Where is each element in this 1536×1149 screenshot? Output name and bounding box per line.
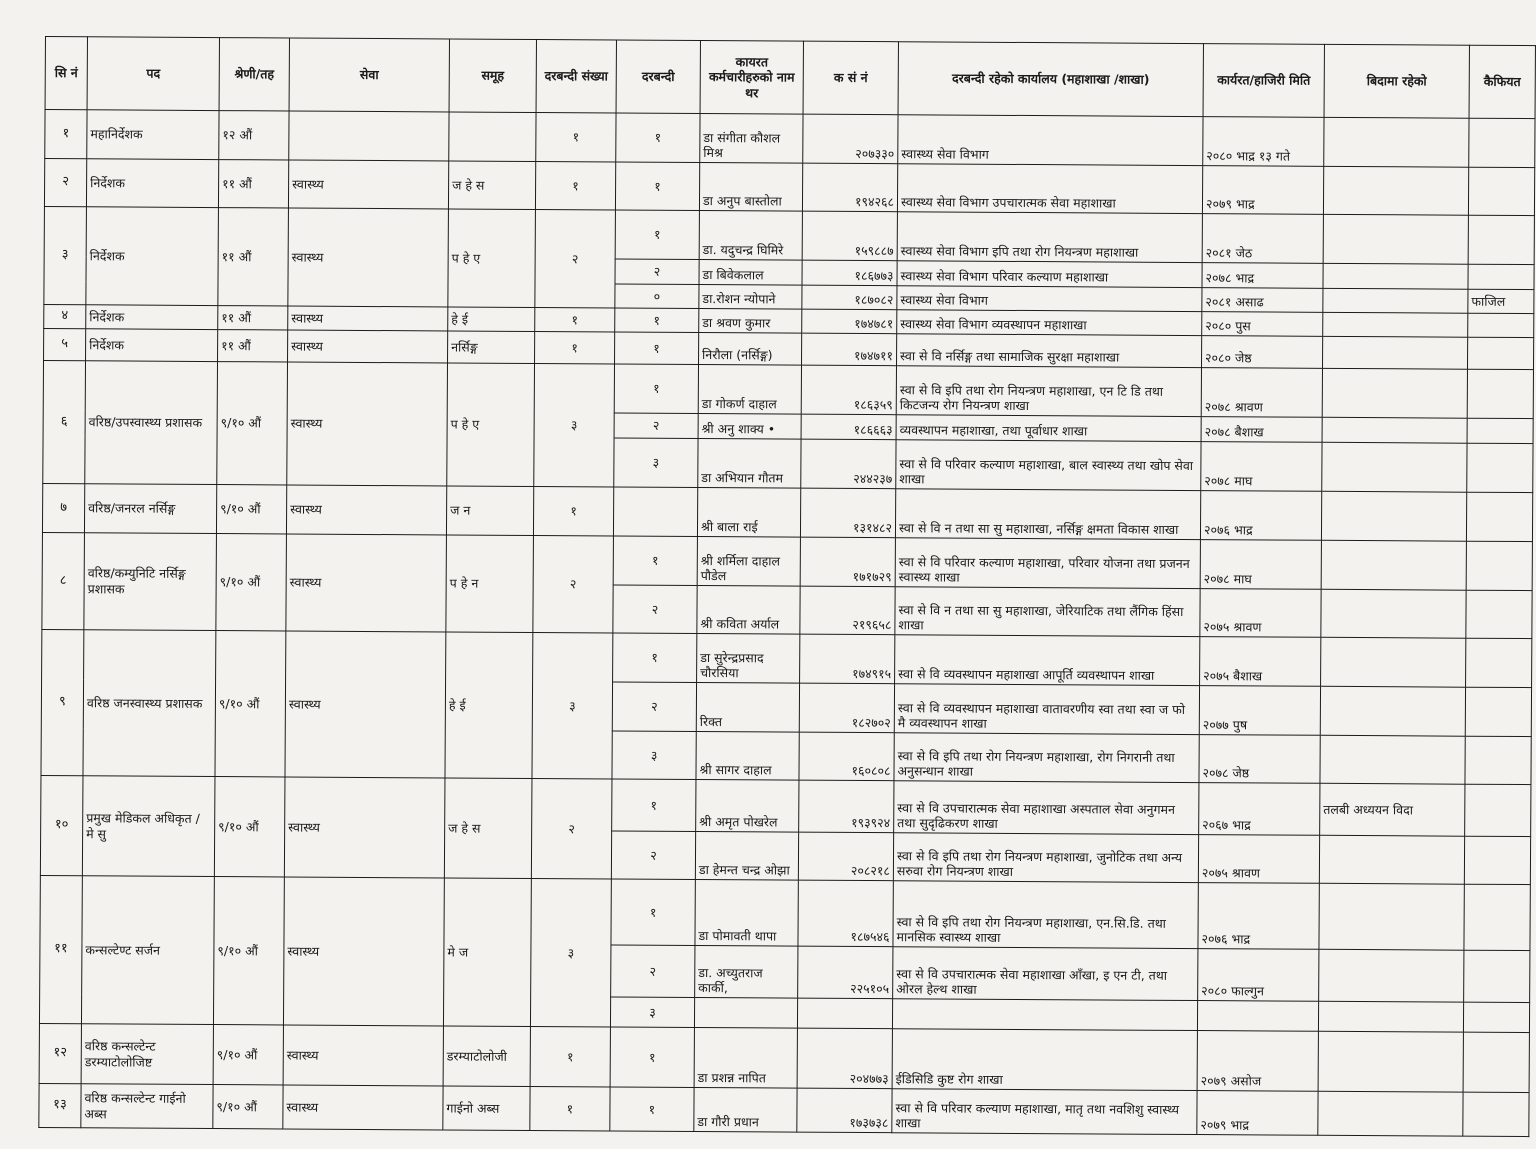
office-cell: स्वास्थ्य सेवा विभाग परिवार कल्याण महाशाखा (897, 261, 1202, 288)
document-sheet (38, 36, 1535, 1145)
header-post: पद (87, 37, 219, 111)
office-cell: स्वा से वि परिवार कल्याण महाशाखा, बाल स्वास्थ्य तथा खोप सेवा शाखा (896, 440, 1201, 491)
post-cell: निर्देशक (86, 305, 218, 330)
code-number-cell: १८६६६३ (801, 414, 896, 440)
code-number-cell: १८६७७३ (802, 260, 897, 286)
office-cell: स्वास्थ्य सेवा विभाग व्यवस्थापन महाशाखा (897, 310, 1202, 336)
office-cell: स्वा से वि उपचारात्मक सेवा महाशाखा अस्पताल सेवा अनुगमन तथा सुदृढिकरण शाखा (894, 781, 1199, 835)
slot-cell: १ (610, 1087, 694, 1132)
code-number-cell: १८२७०२ (799, 683, 894, 733)
remarks-cell (1469, 118, 1535, 167)
joining-date-cell: २०७८ भाद्र (1202, 263, 1323, 289)
code-number-cell: २१९६५८ (800, 586, 895, 635)
joining-date-cell: २०८० फाल्गुन (1198, 949, 1319, 1002)
table-row (39, 1023, 1529, 1092)
on-leave-cell (1322, 336, 1467, 369)
on-leave-cell (1319, 835, 1464, 884)
on-leave-cell (1321, 637, 1466, 687)
office-cell (892, 999, 1197, 1031)
on-leave-cell (1318, 1001, 1463, 1032)
remarks-cell (1466, 638, 1532, 687)
serial-number-cell: ४ (44, 304, 86, 328)
group-cell: गाईनो अब्स (443, 1086, 530, 1131)
post-cell: वरिष्ठ/कम्युनिटि नर्सिङ्ग प्रशासक (84, 533, 217, 631)
employee-name-cell: श्री अनु शाक्य • (698, 413, 801, 439)
on-leave-cell (1323, 288, 1468, 313)
remarks-cell (1466, 492, 1532, 541)
code-number-cell: २४४२३७ (801, 439, 896, 489)
employee-name-cell: डा सुरेन्द्रप्रसाद चौरसिया (697, 633, 800, 683)
table-row (44, 206, 1534, 264)
header-on-leave: बिदामा रहेको (1324, 44, 1469, 118)
office-cell: स्वा से वि इपि तथा रोग नियन्त्रण महाशाखा, एन टि डि तथा किटजन्य रोग नियन्त्रण शाखा (896, 366, 1201, 417)
header-remarks: कैफियत (1469, 45, 1535, 118)
post-cell: निर्देशक (86, 159, 218, 208)
slot-cell: १ (615, 210, 699, 260)
office-cell: स्वा से वि इपि तथा रोग नियन्त्रण महाशाखा, एन.सि.डि. तथा मानसिक स्वास्थ्य शाखा (893, 881, 1198, 949)
code-number-cell: १९४२६८ (802, 163, 897, 212)
level-cell: ९/१० औं (216, 485, 286, 534)
service-cell: स्वास्थ्य (283, 1025, 443, 1086)
group-cell: नर्सिङ्ग (448, 331, 535, 364)
joining-date-cell: २०७८ जेष्ठ (1199, 735, 1320, 784)
slot-cell: १ (610, 1027, 694, 1088)
code-number-cell: २०७३३० (803, 114, 898, 164)
employee-name-cell: डा गोकर्ण दाहाल (698, 364, 801, 414)
header-level: श्रेणी/तह (219, 38, 289, 111)
remarks-cell (1467, 369, 1533, 418)
joining-date-cell: २०८० पुस (1202, 312, 1323, 337)
on-leave-cell (1323, 166, 1468, 215)
on-leave-cell (1322, 442, 1467, 492)
post-cell: वरिष्ठ जनस्वास्थ्य प्रशासक (83, 630, 216, 777)
code-number-cell: १९३९२४ (799, 780, 894, 833)
table-row (42, 629, 1532, 687)
code-number-cell: २०८२१८ (798, 832, 893, 881)
office-cell: स्वा से वि उपचारात्मक सेवा महाशाखा आँखा, इ एन टी, तथा ओरल हेल्थ शाखा (893, 947, 1198, 1001)
sanctioned-count-cell: १ (530, 1026, 610, 1086)
serial-number-cell: ३ (44, 206, 87, 304)
group-cell: प हे ए (448, 209, 536, 308)
level-cell: ९/१० औं (213, 1025, 283, 1085)
code-number-cell: १५९८८७ (802, 211, 897, 261)
code-number-cell: १७४७८१ (802, 309, 897, 334)
on-leave-cell (1320, 735, 1465, 784)
employee-name-cell: निरौला (नर्सिङ्ग) (699, 332, 802, 365)
service-cell (289, 111, 449, 161)
remarks-cell (1466, 590, 1532, 638)
sanctioned-count-cell: १ (536, 113, 616, 162)
employee-name-cell: डा अभियान गौतम (698, 438, 801, 488)
slot-cell: ३ (610, 997, 694, 1028)
remarks-cell: फाजिल (1468, 289, 1534, 313)
office-cell: स्वा से वि परिवार कल्याण महाशाखा, परिवार योजना तथा प्रजनन स्वास्थ्य शाखा (895, 538, 1200, 589)
group-cell: प हे न (446, 535, 534, 633)
serial-number-cell: ६ (43, 360, 86, 483)
service-cell: स्वास्थ्य (288, 330, 448, 363)
serial-number-cell: ११ (39, 875, 82, 1023)
group-cell: डरम्याटोलोजी (443, 1026, 530, 1087)
employee-name-cell: डा अनुप बास्तोला (699, 163, 802, 212)
post-cell: वरिष्ठ कन्सल्टेन्ट डरम्याटोलोजिष्ट (81, 1024, 213, 1085)
joining-date-cell: २०८० जेष्ठ (1201, 336, 1322, 369)
employee-name-cell: श्री सागर दाहाल (696, 731, 799, 780)
joining-date-cell: २०८० भाद्र १३ गते (1203, 117, 1324, 167)
on-leave-cell (1323, 263, 1468, 289)
service-cell: स्वास्थ्य (284, 777, 445, 878)
remarks-cell (1465, 687, 1531, 736)
header-group: समूह (449, 39, 536, 113)
sanctioned-count-cell: ३ (530, 878, 611, 1026)
table-body (39, 110, 1535, 1137)
group-cell: ज न (446, 486, 533, 536)
post-cell: वरिष्ठ/उपस्वास्थ्य प्रशासक (85, 361, 218, 485)
serial-number-cell: ५ (44, 328, 86, 360)
service-cell: स्वास्थ्य (288, 306, 448, 331)
level-cell: ११ औं (218, 330, 288, 362)
slot-cell: ० (615, 284, 699, 309)
service-cell: स्वास्थ्य (283, 1085, 443, 1130)
table-row (40, 875, 1530, 950)
code-number-cell: १८६३५९ (801, 365, 896, 415)
serial-number-cell: १२ (39, 1023, 81, 1083)
employee-name-cell: श्री शर्मिला दाहाल पौडेल (697, 536, 800, 586)
employee-name-cell: श्री कविता अर्याल (697, 585, 800, 634)
joining-date-cell: २०७८ बैशाख (1201, 417, 1322, 443)
code-number-cell: २०४७७३ (797, 1028, 892, 1089)
office-cell: व्यवस्थापन महाशाखा, तथा पूर्वाधार शाखा (896, 415, 1201, 442)
office-cell: स्वा से वि नर्सिङ्ग तथा सामाजिक सुरक्षा महाशाखा (897, 334, 1202, 368)
service-cell: स्वास्थ्य (286, 534, 447, 632)
office-cell: स्वास्थ्य सेवा विभाग इपि तथा रोग नियन्त्रण महाशाखा (897, 212, 1202, 263)
joining-date-cell: २०८१ असाढ (1202, 288, 1323, 313)
employee-name-cell: डा. अच्युतराज कार्की, (695, 945, 798, 998)
remarks-cell (1468, 167, 1534, 215)
on-leave-cell (1321, 589, 1466, 638)
joining-date-cell: २०८१ जेठ (1202, 214, 1323, 264)
employee-name-cell (694, 997, 797, 1028)
joining-date-cell: २०७९ भाद्र (1197, 1091, 1318, 1136)
serial-number-cell: ९ (41, 629, 84, 775)
remarks-cell (1463, 1002, 1529, 1032)
employee-name-cell: डा. यदुचन्द्र घिमिरे (699, 211, 802, 261)
employee-name-cell: श्री बाला राई (697, 487, 800, 537)
slot-cell: १ (611, 879, 695, 946)
remarks-cell (1463, 1032, 1529, 1092)
sanctioned-count-cell: ३ (534, 363, 615, 486)
slot-cell: २ (611, 831, 695, 880)
group-cell: प हे ए (447, 363, 535, 487)
joining-date-cell: २०७८ माघ (1200, 540, 1321, 590)
employee-name-cell: डा बिवेकलाल (699, 260, 802, 286)
remarks-cell (1466, 541, 1532, 590)
serial-number-cell: ८ (42, 532, 85, 629)
joining-date-cell: २०७७ पुष (1199, 686, 1320, 736)
header-office: दरबन्दी रहेको कार्यालय (महाशाखा /शाखा) (898, 42, 1203, 117)
post-cell: प्रमुख मेडिकल अधिकृत / मे सु (82, 776, 215, 877)
on-leave-cell (1323, 214, 1468, 264)
slot-cell: १ (614, 364, 698, 414)
slot-cell: १ (613, 536, 697, 586)
slot-cell (613, 487, 697, 537)
remarks-cell (1467, 337, 1533, 369)
sanctioned-count-cell: २ (531, 778, 612, 878)
remarks-cell (1463, 1092, 1529, 1136)
table-row (41, 775, 1531, 836)
level-cell: १२ औं (219, 111, 289, 160)
employee-name-cell: डा गौरी प्रधान (694, 1087, 797, 1132)
sanctioned-count-cell: ३ (532, 632, 613, 778)
joining-date-cell: २०७५ श्रावण (1200, 589, 1321, 638)
employee-name-cell: रिक्त (696, 682, 799, 732)
group-cell: हे ई (448, 307, 535, 332)
level-cell: ११ औं (218, 208, 289, 306)
code-number-cell: १३१४८२ (800, 488, 895, 538)
header-sanctioned-count: दरबन्दी संख्या (536, 40, 616, 113)
employee-name-cell: डा संगीता कौशल मिश्र (700, 114, 803, 164)
service-cell: स्वास्थ्य (286, 485, 446, 535)
post-cell: निर्देशक (86, 207, 219, 306)
level-cell: ९/१० औं (213, 1085, 283, 1129)
slot-cell: १ (615, 332, 699, 365)
service-cell: स्वास्थ्य (287, 362, 448, 486)
serial-number-cell: १ (45, 110, 87, 159)
serial-number-cell: २ (44, 159, 86, 207)
joining-date-cell: २०७८ श्रावण (1201, 368, 1322, 418)
level-cell: ९/१० औं (214, 777, 285, 877)
remarks-cell (1464, 950, 1530, 1002)
sanctioned-count-cell: १ (535, 331, 615, 363)
on-leave-cell (1320, 686, 1465, 736)
sanctioned-count-cell: २ (535, 209, 616, 307)
sanctioned-count-cell: २ (533, 535, 614, 632)
slot-cell: २ (615, 259, 699, 285)
joining-date-cell (1197, 1001, 1318, 1032)
remarks-cell (1468, 264, 1534, 289)
slot-cell: १ (616, 113, 700, 163)
office-cell: स्वा से वि न तथा सा सु महाशाखा, नर्सिङ्ग क्षमता विकास शाखा (895, 489, 1200, 540)
joining-date-cell: २०७६ भाद्र (1200, 491, 1321, 541)
slot-cell: २ (613, 585, 697, 634)
on-leave-cell: तलबी अध्ययन विदा (1320, 783, 1465, 836)
level-cell: ९/१० औं (217, 362, 288, 485)
remarks-cell (1465, 784, 1531, 836)
on-leave-cell (1321, 540, 1466, 590)
office-cell: ईडिसिडि कुष्ट रोग शाखा (892, 1029, 1197, 1091)
slot-cell: १ (615, 308, 699, 333)
group-cell: हे ई (445, 632, 533, 779)
header-serial: सि नं (45, 37, 87, 110)
on-leave-cell (1319, 949, 1464, 1002)
service-cell: स्वास्थ्य (288, 160, 448, 209)
sanctioned-count-cell: १ (530, 1086, 610, 1130)
office-cell: स्वा से वि न तथा सा सु महाशाखा, जेरियाटिक तथा लैंगिक हिंसा शाखा (895, 587, 1200, 637)
office-cell: स्वास्थ्य सेवा विभाग (898, 115, 1203, 166)
employee-name-cell: डा.रोशन न्योपाने (699, 284, 802, 309)
service-cell: स्वास्थ्य (288, 208, 449, 307)
slot-cell: ३ (614, 438, 698, 488)
post-cell: वरिष्ठ/जनरल नर्सिङ्ग (84, 484, 216, 534)
remarks-cell (1467, 443, 1533, 492)
table-header-row (45, 37, 1535, 119)
remarks-cell (1464, 836, 1530, 884)
on-leave-cell (1322, 368, 1467, 418)
slot-cell: १ (613, 633, 697, 683)
code-number-cell: १८७५४६ (798, 880, 893, 947)
code-number-cell: २२५१०५ (798, 946, 893, 999)
code-number-cell: १६०८०८ (799, 732, 894, 781)
service-cell: स्वास्थ्य (283, 877, 444, 1026)
on-leave-cell (1321, 491, 1466, 541)
header-service: सेवा (289, 38, 449, 112)
on-leave-cell (1319, 883, 1464, 950)
remarks-cell (1468, 215, 1534, 264)
joining-date-cell: २०६७ भाद्र (1199, 783, 1320, 836)
table-row (39, 1083, 1529, 1136)
slot-cell: २ (611, 945, 695, 998)
office-cell: स्वा से वि व्यवस्थापन महाशाखा आपूर्ति व्यवस्थापन शाखा (895, 635, 1200, 686)
table-row (43, 360, 1533, 418)
level-cell: ११ औं (218, 160, 288, 208)
employee-name-cell: डा श्रवण कुमार (699, 308, 802, 333)
slot-cell: २ (612, 682, 696, 732)
group-cell: मे ज (443, 878, 531, 1027)
office-cell: स्वास्थ्य सेवा विभाग उपचारात्मक सेवा महाशाखा (897, 164, 1202, 214)
employee-name-cell: डा हेमन्त चन्द्र ओझा (695, 831, 798, 880)
header-joining-date: कार्यरत/हाजिरी मिति (1203, 44, 1324, 118)
joining-date-cell: २०७५ श्रावण (1198, 835, 1319, 884)
sanctioned-count-cell: १ (535, 162, 615, 210)
serial-number-cell: १० (40, 775, 83, 875)
remarks-cell (1465, 736, 1531, 784)
post-cell: कन्सल्टेण्ट सर्जन (81, 876, 214, 1025)
post-cell: वरिष्ठ कन्सल्टेन्ट गाईनो अब्स (81, 1084, 213, 1129)
header-sanctioned: दरबन्दी (616, 40, 700, 114)
slot-cell: ३ (612, 731, 696, 780)
on-leave-cell (1323, 312, 1468, 337)
remarks-cell (1467, 418, 1533, 443)
header-code-number: क सं नं (803, 41, 898, 115)
joining-date-cell: २०७८ माघ (1201, 442, 1322, 492)
joining-date-cell: २०७९ असोज (1197, 1031, 1318, 1092)
joining-date-cell: २०७६ भाद्र (1198, 883, 1319, 950)
code-number-cell: १८७०८२ (802, 285, 897, 310)
code-number-cell (797, 998, 892, 1029)
level-cell: ९/१० औं (215, 631, 286, 777)
joining-date-cell: २०७५ बैशाख (1200, 637, 1321, 687)
employee-name-cell: श्री अमृत पोखरेल (696, 779, 799, 832)
on-leave-cell (1318, 1091, 1463, 1136)
code-number-cell: १७१७२९ (800, 537, 895, 587)
table-row (42, 532, 1532, 590)
joining-date-cell: २०७९ भाद्र (1202, 166, 1323, 215)
code-number-cell: १७४९१५ (800, 634, 895, 684)
slot-cell: १ (612, 779, 696, 832)
slot-cell: १ (615, 162, 699, 211)
employee-name-cell: डा प्रशन्न नापित (694, 1027, 797, 1088)
service-cell: स्वास्थ्य (285, 631, 446, 778)
staff-roster-table (38, 36, 1536, 1137)
office-cell: स्वा से वि व्यवस्थापन महाशाखा वातावरणीय स्वा तथा स्वा ज फो मै व्यवस्थापन शाखा (894, 684, 1199, 735)
group-cell (449, 112, 536, 162)
serial-number-cell: ७ (42, 483, 84, 532)
serial-number-cell: १३ (39, 1083, 81, 1127)
group-cell: ज हे स (448, 161, 535, 210)
level-cell: ९/१० औं (213, 877, 284, 1025)
remarks-cell (1468, 313, 1534, 337)
sanctioned-count-cell: १ (533, 486, 613, 535)
slot-cell: २ (614, 413, 698, 439)
on-leave-cell (1322, 417, 1467, 443)
on-leave-cell (1324, 117, 1469, 167)
level-cell: ९/१० औं (216, 534, 287, 631)
post-cell: निर्देशक (86, 329, 218, 362)
sanctioned-count-cell: १ (535, 307, 615, 331)
office-cell: स्वा से वि इपि तथा रोग नियन्त्रण महाशाखा, रोग निगरानी तथा अनुसन्धान शाखा (894, 733, 1199, 783)
office-cell: स्वा से वि इपि तथा रोग नियन्त्रण महाशाखा, जुनोटिक तथा अन्य सरुवा रोग नियन्त्रण शाखा (893, 833, 1198, 883)
level-cell: ११ औं (218, 306, 288, 330)
group-cell: ज हे स (444, 778, 532, 879)
office-cell: स्वास्थ्य सेवा विभाग (897, 286, 1202, 312)
post-cell: महानिर्देशक (87, 110, 219, 160)
code-number-cell: १७४७११ (802, 333, 897, 366)
remarks-cell (1464, 884, 1530, 950)
code-number-cell: १७३७३८ (797, 1088, 892, 1133)
employee-name-cell: डा पोमावती थापा (695, 879, 798, 946)
header-employee-name: कायरत कर्मचारीहरुको नाम थर (700, 41, 803, 115)
on-leave-cell (1318, 1031, 1463, 1092)
office-cell: स्वा से वि परिवार कल्याण महाशाखा, मातृ तथा नवशिशु स्वास्थ्य शाखा (892, 1089, 1197, 1135)
